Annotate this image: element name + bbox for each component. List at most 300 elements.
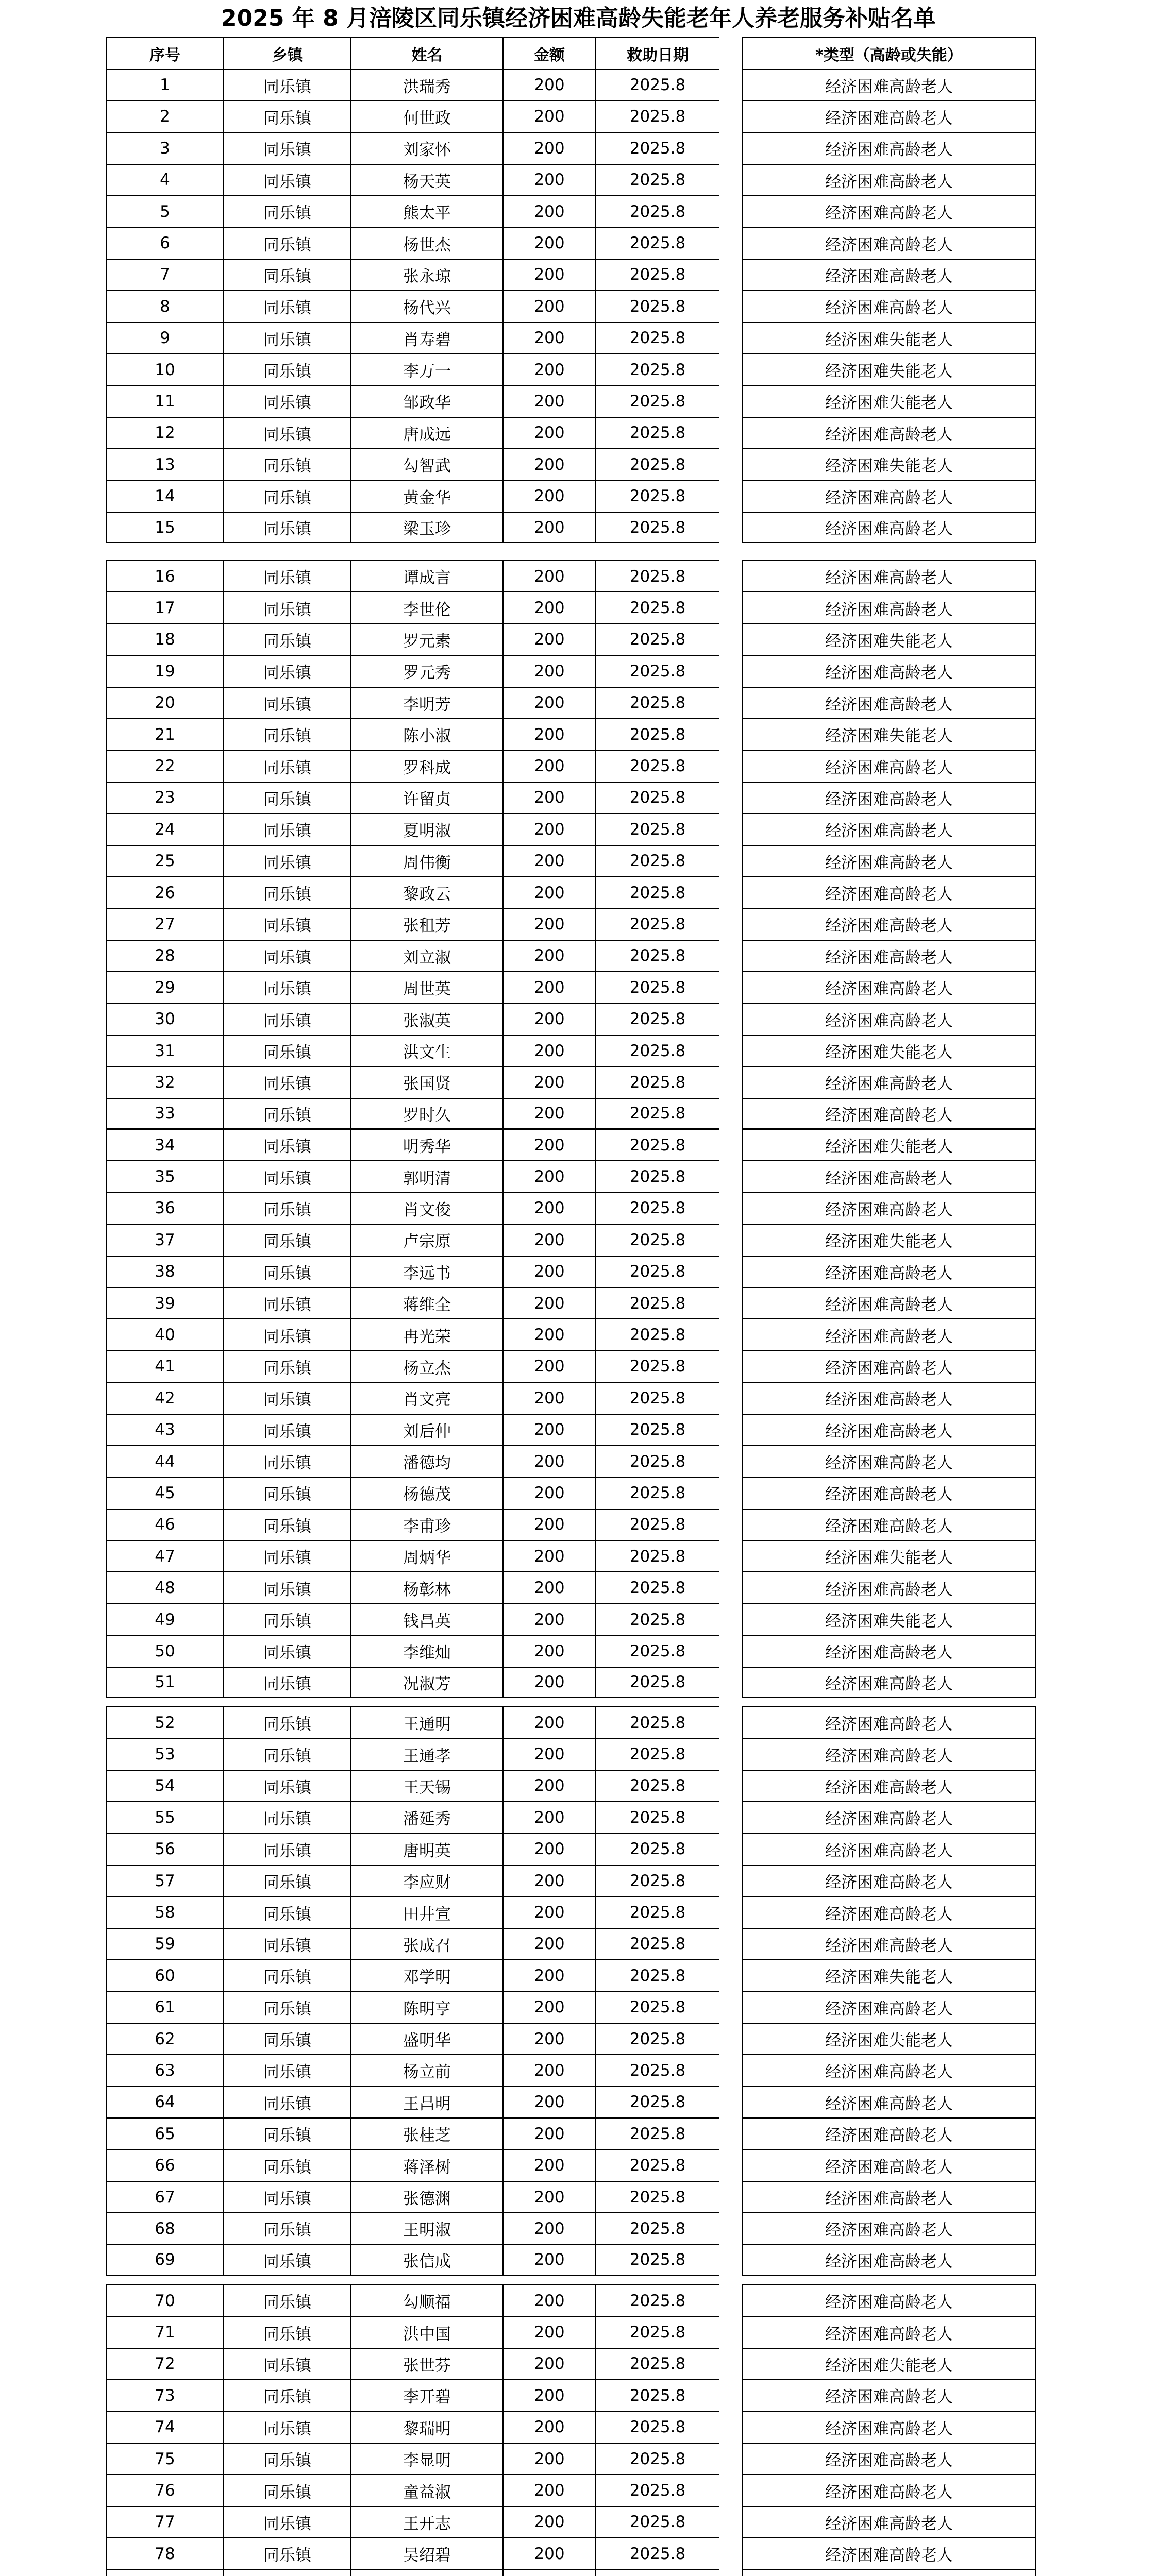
table-row [106,1035,1036,1066]
col-date-cell: 2025.8 [595,623,719,655]
table-row [106,2411,1036,2443]
col-town-cell: 同乐镇 [224,2316,350,2347]
col-index-cell: 60 [106,1959,224,1991]
table-row [106,1318,1036,1350]
table-section [106,560,1036,1129]
col-type-cell: 经济困难失能老人 [742,718,1036,750]
col-amount-cell: 200 [502,1350,595,1382]
col-town-cell: 同乐镇 [224,1706,350,1738]
col-date-cell: 2025.8 [595,813,719,844]
col-name-cell: 张信成 [350,2244,502,2276]
col-name-cell: 邹政华 [350,385,502,416]
col-date-cell: 2025.8 [595,1350,719,1382]
col-town-cell: 同乐镇 [224,782,350,813]
col-town-cell: 同乐镇 [224,1192,350,1224]
col-town-cell: 同乐镇 [224,1896,350,1927]
col-index-cell: 49 [106,1603,224,1635]
col-name-cell: 杨立前 [350,2054,502,2086]
col-type-cell: 经济困难高龄老人 [742,2537,1036,2569]
table-row [106,908,1036,939]
table-row [106,687,1036,718]
col-type-cell: 经济困难高龄老人 [742,2149,1036,2180]
col-town-cell: 同乐镇 [224,940,350,971]
col-type-cell: 经济困难高龄老人 [742,2086,1036,2117]
col-index-cell: 30 [106,1003,224,1034]
table-row [106,2537,1036,2569]
col-name-cell: 蒋泽树 [350,2149,502,2180]
col-date-cell: 2025.8 [595,1066,719,1097]
col-town-cell: 同乐镇 [224,1991,350,2023]
col-name-cell: 李开碧 [350,2379,502,2411]
page-title: 2025 年 8 月涪陵区同乐镇经济困难高龄失能老年人养老服务补贴名单 [221,5,936,31]
col-index-cell: 65 [106,2117,224,2149]
col-town-cell: 同乐镇 [224,512,350,543]
col-index-cell: 37 [106,1224,224,1255]
col-date-cell: 2025.8 [595,322,719,353]
table-row [106,1192,1036,1224]
table-row [106,2212,1036,2244]
col-index-cell: 53 [106,1738,224,1769]
col-index-cell: 46 [106,1509,224,1540]
table-row [106,1928,1036,1959]
table-row [106,448,1036,480]
col-type-cell: 经济困难失能老人 [742,623,1036,655]
table-row [106,2569,1036,2576]
col-name-cell: 洪文生 [350,1035,502,1066]
col-date-cell: 2025.8 [595,2316,719,2347]
table-row [106,1350,1036,1382]
col-type-cell: 经济困难高龄老人 [742,1833,1036,1865]
table-section [106,1129,1036,1698]
col-town-cell: 同乐镇 [224,1445,350,1477]
col-name-cell: 王昌明 [350,2086,502,2117]
col-type-cell: 经济困难高龄老人 [742,1509,1036,1540]
col-name-cell: 李远书 [350,1256,502,1287]
col-index-cell: 7 [106,259,224,290]
col-type-cell: 经济困难高龄老人 [742,971,1036,1003]
col-date-cell: 2025.8 [595,718,719,750]
col-index-cell: 51 [106,1667,224,1698]
table-section [106,2284,1036,2576]
col-town-cell: 同乐镇 [224,1509,350,1540]
col-town-cell: 同乐镇 [224,750,350,781]
col-name-cell: 王通孝 [350,1738,502,1769]
col-town-cell: 同乐镇 [224,1318,350,1350]
col-index-cell: 35 [106,1160,224,1192]
table-row [106,1224,1036,1255]
col-date-cell: 2025.8 [595,1833,719,1865]
col-amount-cell: 200 [502,69,595,100]
col-name-cell: 张永琼 [350,259,502,290]
col-index-cell: 26 [106,876,224,908]
col-name-cell: 李维灿 [350,1635,502,1666]
col-date-cell: 2025.8 [595,908,719,939]
col-date-cell: 2025.8 [595,1098,719,1129]
col-index-cell: 36 [106,1192,224,1224]
col-amount-cell: 200 [502,1801,595,1833]
col-name-cell: 黎瑞明 [350,2411,502,2443]
col-index-cell: 50 [106,1635,224,1666]
col-date-cell: 2025.8 [595,259,719,290]
col-amount-cell: 200 [502,2149,595,2180]
table-row [106,2506,1036,2537]
col-date-header: 救助日期 [595,37,719,69]
col-index-cell: 21 [106,718,224,750]
col-index-cell: 68 [106,2212,224,2244]
col-amount-cell: 200 [502,2212,595,2244]
col-town-cell: 同乐镇 [224,100,350,132]
col-amount-cell: 200 [502,1224,595,1255]
col-town-cell: 同乐镇 [224,2348,350,2379]
col-town-cell: 同乐镇 [224,290,350,321]
col-amount-cell: 200 [502,687,595,718]
col-name-cell: 周炳华 [350,1540,502,1571]
col-name-cell: 冉光荣 [350,1318,502,1350]
col-type-cell: 经济困难高龄老人 [742,1192,1036,1224]
col-town-cell: 同乐镇 [224,1865,350,1896]
col-type-cell: 经济困难高龄老人 [742,1635,1036,1666]
col-name-cell: 盛明华 [350,2023,502,2054]
col-amount-cell: 200 [502,1129,595,1160]
col-type-cell: 经济困难高龄老人 [742,1738,1036,1769]
col-name-cell: 杨彰林 [350,1571,502,1603]
col-amount-cell: 200 [502,2379,595,2411]
col-type-cell: 经济困难高龄老人 [742,1770,1036,1801]
col-date-cell: 2025.8 [595,655,719,686]
col-amount-cell: 200 [502,1635,595,1666]
col-type-cell: 经济困难高龄老人 [742,1066,1036,1097]
col-name-cell: 唐明英 [350,1833,502,1865]
table-row [106,876,1036,908]
col-date-cell: 2025.8 [595,385,719,416]
col-town-cell: 同乐镇 [224,971,350,1003]
col-town-cell: 同乐镇 [224,259,350,290]
col-amount-cell: 200 [502,1445,595,1477]
col-index-cell: 52 [106,1706,224,1738]
col-type-cell [742,2569,1036,2576]
col-name-cell: 罗时久 [350,1098,502,1129]
table-row [106,69,1036,100]
col-index-cell: 38 [106,1256,224,1287]
col-name-cell: 黎政云 [350,876,502,908]
col-date-cell: 2025.8 [595,1129,719,1160]
col-type-cell: 经济困难高龄老人 [742,1287,1036,1318]
col-date-cell: 2025.8 [595,448,719,480]
col-town-cell: 同乐镇 [224,1350,350,1382]
col-index-cell: 40 [106,1318,224,1350]
col-town-cell: 同乐镇 [224,2284,350,2316]
col-index-cell: 74 [106,2411,224,2443]
col-date-cell: 2025.8 [595,1801,719,1833]
col-amount-cell: 200 [502,908,595,939]
table-row [106,2316,1036,2347]
col-type-cell: 经济困难高龄老人 [742,417,1036,448]
col-type-cell: 经济困难高龄老人 [742,512,1036,543]
table-row [106,1445,1036,1477]
col-index-cell: 57 [106,1865,224,1896]
col-amount-header: 金额 [502,37,595,69]
col-amount-cell: 200 [502,876,595,908]
table-row [106,385,1036,416]
table-row [106,560,1036,591]
col-index-cell: 58 [106,1896,224,1927]
table-row [106,1509,1036,1540]
col-town-cell: 同乐镇 [224,1540,350,1571]
col-date-cell: 2025.8 [595,1667,719,1698]
col-name-cell: 刘家怀 [350,132,502,163]
col-town-cell: 同乐镇 [224,2537,350,2569]
col-amount-cell [502,2569,595,2576]
col-name-cell: 周伟衡 [350,845,502,876]
col-amount-cell: 200 [502,2474,595,2505]
col-amount-cell: 200 [502,2443,595,2474]
col-date-cell: 2025.8 [595,2054,719,2086]
col-name-cell: 张租芳 [350,908,502,939]
col-amount-cell: 200 [502,1738,595,1769]
col-name-cell: 肖文亮 [350,1382,502,1413]
col-town-cell: 同乐镇 [224,1603,350,1635]
col-name-cell: 陈明亨 [350,1991,502,2023]
col-amount-cell: 200 [502,1003,595,1034]
col-index-cell: 78 [106,2537,224,2569]
col-amount-cell: 200 [502,845,595,876]
col-type-cell: 经济困难失能老人 [742,1224,1036,1255]
col-index-cell: 69 [106,2244,224,2276]
col-amount-cell: 200 [502,448,595,480]
col-name-cell: 唐成远 [350,417,502,448]
col-date-cell: 2025.8 [595,1287,719,1318]
col-date-cell: 2025.8 [595,2411,719,2443]
col-index-cell: 6 [106,227,224,258]
table-row [106,2244,1036,2276]
col-date-cell: 2025.8 [595,69,719,100]
col-type-cell: 经济困难高龄老人 [742,1414,1036,1445]
col-type-cell: 经济困难高龄老人 [742,782,1036,813]
col-type-cell: 经济困难高龄老人 [742,2474,1036,2505]
col-name-cell: 熊太平 [350,195,502,227]
col-name-cell: 李万一 [350,353,502,385]
col-name-cell: 杨世杰 [350,227,502,258]
col-name-cell: 夏明淑 [350,813,502,844]
table-row [106,480,1036,511]
col-index-cell: 39 [106,1287,224,1318]
col-date-cell: 2025.8 [595,1224,719,1255]
table-row [106,623,1036,655]
col-amount-cell: 200 [502,2054,595,2086]
col-type-cell: 经济困难高龄老人 [742,1896,1036,1927]
col-date-cell: 2025.8 [595,1509,719,1540]
col-index-cell: 4 [106,164,224,195]
col-date-cell: 2025.8 [595,2379,719,2411]
col-name-cell: 周世英 [350,971,502,1003]
col-index-cell: 61 [106,1991,224,2023]
col-town-cell: 同乐镇 [224,448,350,480]
col-amount-cell: 200 [502,322,595,353]
col-date-cell: 2025.8 [595,2474,719,2505]
col-type-cell: 经济困难高龄老人 [742,2244,1036,2276]
col-date-cell: 2025.8 [595,2443,719,2474]
col-town-cell: 同乐镇 [224,1066,350,1097]
col-amount-cell: 200 [502,1603,595,1635]
col-index-cell: 72 [106,2348,224,2379]
col-type-cell: 经济困难高龄老人 [742,2411,1036,2443]
col-date-cell: 2025.8 [595,1035,719,1066]
col-date-cell: 2025.8 [595,591,719,623]
col-index-cell: 54 [106,1770,224,1801]
col-name-cell: 张世芬 [350,2348,502,2379]
table-row [106,1003,1036,1034]
col-index-cell: 47 [106,1540,224,1571]
col-amount-cell: 200 [502,1865,595,1896]
col-name-cell: 杨代兴 [350,290,502,321]
col-type-cell: 经济困难高龄老人 [742,876,1036,908]
col-index-cell: 24 [106,813,224,844]
col-type-cell: 经济困难高龄老人 [742,1382,1036,1413]
col-type-cell: 经济困难高龄老人 [742,655,1036,686]
col-type-cell: 经济困难高龄老人 [742,2316,1036,2347]
col-date-cell: 2025.8 [595,1991,719,2023]
col-type-cell: 经济困难高龄老人 [742,259,1036,290]
col-type-cell: 经济困难失能老人 [742,1540,1036,1571]
col-amount-cell: 200 [502,2284,595,2316]
col-date-cell: 2025.8 [595,845,719,876]
col-town-cell: 同乐镇 [224,845,350,876]
table-row [106,353,1036,385]
table-row [106,100,1036,132]
col-amount-cell: 200 [502,591,595,623]
col-date-cell: 2025.8 [595,1571,719,1603]
table-row [106,1738,1036,1769]
col-date-cell: 2025.8 [595,1003,719,1034]
col-type-cell: 经济困难高龄老人 [742,1928,1036,1959]
col-town-cell: 同乐镇 [224,1256,350,1287]
col-amount-cell: 200 [502,1706,595,1738]
col-date-cell: 2025.8 [595,227,719,258]
col-date-cell: 2025.8 [595,195,719,227]
col-date-cell: 2025.8 [595,560,719,591]
col-amount-cell: 200 [502,1382,595,1413]
col-name-cell: 刘立淑 [350,940,502,971]
col-date-cell: 2025.8 [595,1959,719,1991]
table-row [106,259,1036,290]
col-date-cell: 2025.8 [595,876,719,908]
col-town-cell: 同乐镇 [224,227,350,258]
col-town-cell: 同乐镇 [224,1224,350,1255]
col-index-cell: 42 [106,1382,224,1413]
col-name-cell: 童益淑 [350,2474,502,2505]
col-town-cell: 同乐镇 [224,2181,350,2212]
col-town-cell: 同乐镇 [224,2023,350,2054]
col-type-cell: 经济困难高龄老人 [742,195,1036,227]
col-amount-cell: 200 [502,1667,595,1698]
col-type-cell: 经济困难高龄老人 [742,1350,1036,1382]
col-amount-cell: 200 [502,2348,595,2379]
col-index-cell: 70 [106,2284,224,2316]
col-town-cell: 同乐镇 [224,2149,350,2180]
col-type-cell: 经济困难高龄老人 [742,1477,1036,1508]
col-date-cell: 2025.8 [595,1928,719,1959]
col-type-cell: 经济困难失能老人 [742,322,1036,353]
col-town-cell: 同乐镇 [224,2244,350,2276]
col-amount-cell: 200 [502,1991,595,2023]
col-index-cell [106,2569,224,2576]
col-name-cell: 明秀华 [350,1129,502,1160]
col-type-cell: 经济困难失能老人 [742,1035,1036,1066]
col-name-header: 姓名 [350,37,502,69]
col-date-cell: 2025.8 [595,2212,719,2244]
col-name-cell: 洪瑞秀 [350,69,502,100]
col-index-cell: 10 [106,353,224,385]
col-type-cell: 经济困难高龄老人 [742,2284,1036,2316]
table-row [106,2117,1036,2149]
col-index-cell: 28 [106,940,224,971]
col-index-cell: 23 [106,782,224,813]
table-row [106,750,1036,781]
col-amount-cell: 200 [502,1571,595,1603]
col-name-cell: 罗科成 [350,750,502,781]
col-index-cell: 27 [106,908,224,939]
col-town-cell: 同乐镇 [224,195,350,227]
col-index-cell: 19 [106,655,224,686]
col-town-cell: 同乐镇 [224,164,350,195]
col-type-cell: 经济困难失能老人 [742,2023,1036,2054]
col-date-cell: 2025.8 [595,1540,719,1571]
col-type-cell: 经济困难失能老人 [742,385,1036,416]
col-type-cell: 经济困难高龄老人 [742,2054,1036,2086]
table-row [106,1160,1036,1192]
col-amount-cell: 200 [502,2244,595,2276]
col-index-cell: 33 [106,1098,224,1129]
col-type-cell: 经济困难高龄老人 [742,1445,1036,1477]
col-amount-cell: 200 [502,353,595,385]
col-type-cell: 经济困难高龄老人 [742,227,1036,258]
col-town-cell: 同乐镇 [224,2086,350,2117]
col-town-cell: 同乐镇 [224,1098,350,1129]
col-name-cell: 梁玉珍 [350,512,502,543]
col-amount-cell: 200 [502,290,595,321]
col-town-cell: 同乐镇 [224,1635,350,1666]
col-name-cell: 张淑英 [350,1003,502,1034]
col-type-cell: 经济困难高龄老人 [742,1098,1036,1129]
col-name-cell: 何世政 [350,100,502,132]
col-amount-cell: 200 [502,417,595,448]
table-row [106,1098,1036,1129]
col-index-cell: 75 [106,2443,224,2474]
col-town-cell: 同乐镇 [224,2506,350,2537]
col-town-cell: 同乐镇 [224,1667,350,1698]
col-amount-cell: 200 [502,750,595,781]
col-date-cell: 2025.8 [595,1603,719,1635]
col-type-cell: 经济困难高龄老人 [742,1706,1036,1738]
col-date-cell: 2025.8 [595,2284,719,2316]
table-row [106,1770,1036,1801]
col-name-cell: 张德渊 [350,2181,502,2212]
col-date-cell: 2025.8 [595,1738,719,1769]
col-name-cell: 陈小淑 [350,718,502,750]
table-row [106,1414,1036,1445]
table-row [106,1256,1036,1287]
col-amount-cell: 200 [502,480,595,511]
col-index-cell: 25 [106,845,224,876]
col-town-cell: 同乐镇 [224,322,350,353]
table-header-row [106,37,1036,69]
col-town-cell: 同乐镇 [224,2054,350,2086]
col-index-cell: 63 [106,2054,224,2086]
col-type-cell: 经济困难高龄老人 [742,2181,1036,2212]
col-amount-cell: 200 [502,164,595,195]
col-date-cell: 2025.8 [595,2537,719,2569]
col-date-cell: 2025.8 [595,353,719,385]
